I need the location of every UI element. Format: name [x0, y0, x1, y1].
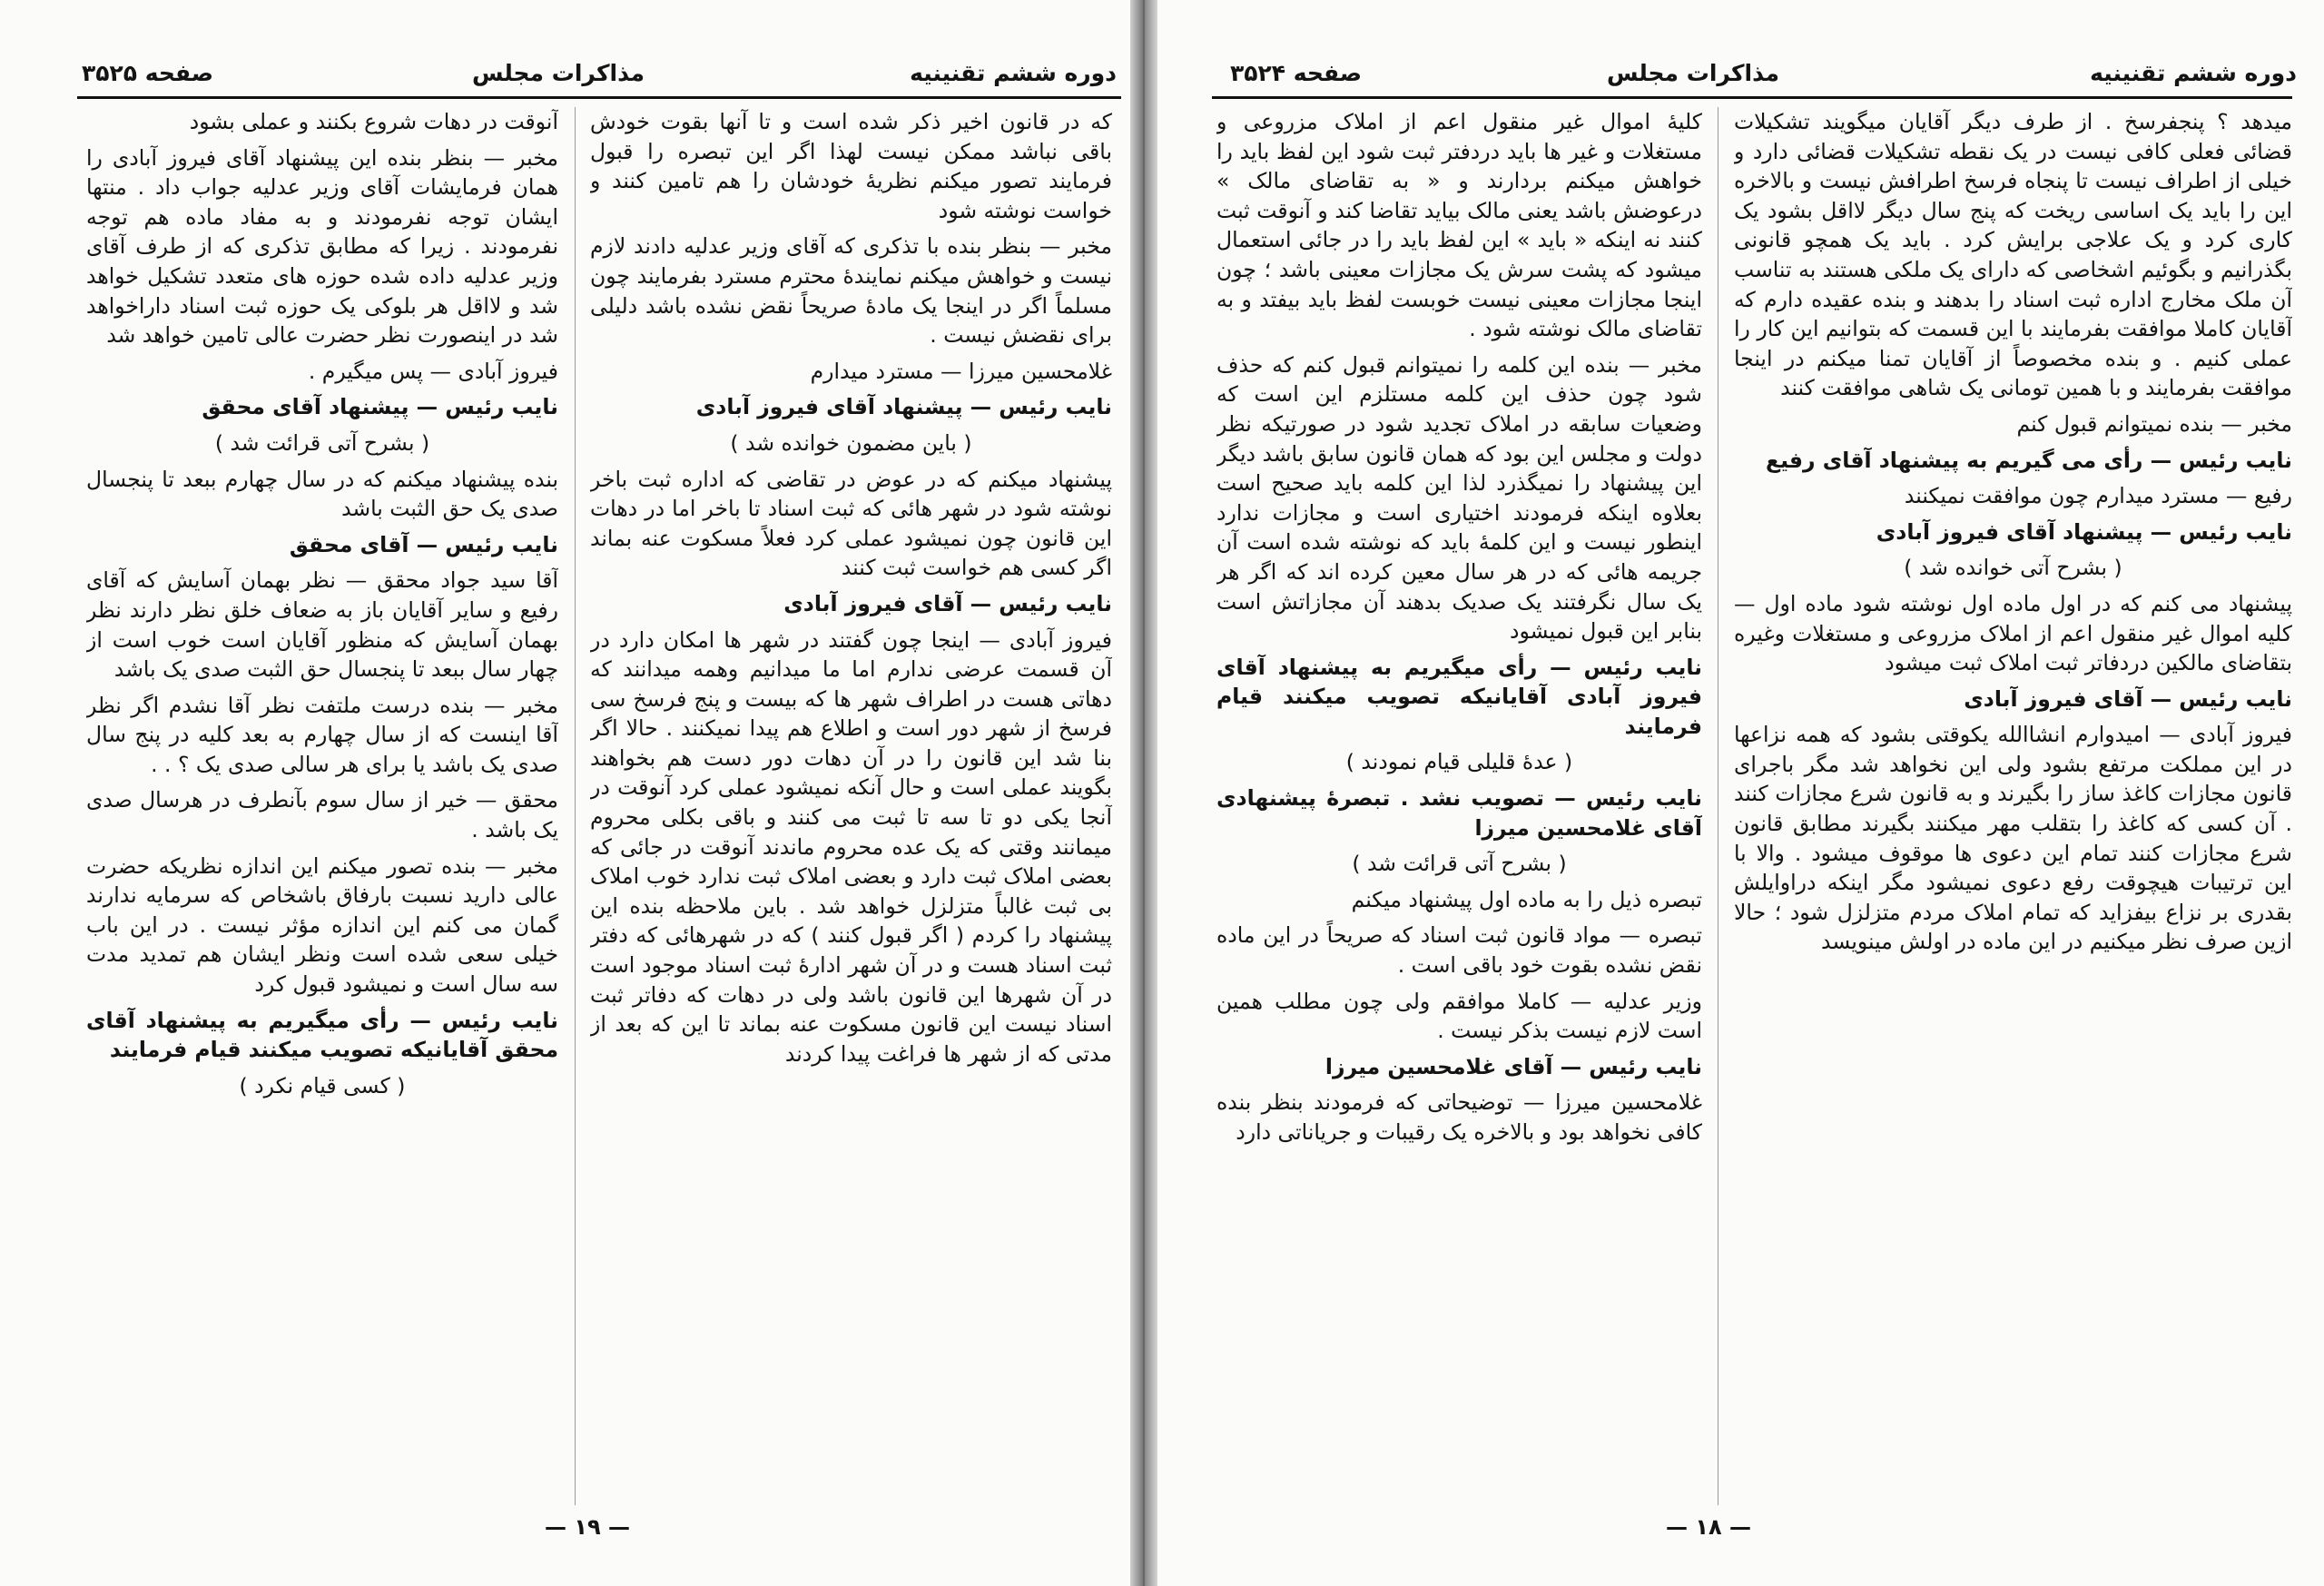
paragraph: ( بشرح آتی قرائت شد ) — [214, 429, 430, 456]
paragraph: مخبر — بنده این کلمه را نمیتوانم قبول کنم که حذف شود چون حذف این کلمه مستلزم این است که وضعیات سابقه در املاک تجدید شود در صورتیکه نظر دولت و مجلس این بود که همان قانون سابق باشد دیگر این پیشنهاد را نمیگذرد لذا این کلمه باید صحیح است بعلاوه اینکه فرمودند اختیاری است و مجازات ندارد اینطور نیست و این کلمهٔ باید که نوشته شده است آن جریمه هائی که در هر سال معین کرده اند که اگر هر یک سال نگرفتند یک صدیک بدهند آن مجازاتش است بنابر این قبول نمیشود — [1216, 351, 1702, 645]
left-page-column-divider — [575, 107, 576, 1505]
paragraph: ( باین مضمون خوانده شد ) — [730, 429, 972, 456]
left-page-left-column — [86, 107, 558, 1510]
right-page-folio: — ۱۸ — — [1666, 1514, 1752, 1540]
paragraph: آنوقت در دهات شروع بکنند و عملی بشود — [189, 109, 558, 134]
paragraph: فیروز آبادی — اینجا چون گفتند در شهر ها امکان دارد در آن قسمت عرضی ندارم اما ما میدانیم وهمه میدانند که دهاتی هست در اطراف شهر ها که بیست و پنج فرسخ سی فرسخ از شهر دور است و اطلاع هم پیدا نمیکنند . حالا اگر بنا شد این قانون را در آن دهات دور دست هم بخواهند بگویند عملی است و حال آنکه نمیشود عملی کرد آنوقت در آنجا یکی دو تا سه تا ثبت می کنند و باقی بکلی محروم میمانند وقتی که یک عده محروم ماندند آنوقت در جائی که بعضی املاک ثبت دارد و بعضی املاک ثبت ندارد خوب املاک بی ثبت غالباً متزلزل خواهد شد . باین ملاحظه بنده این پیشنهاد را کردم ( اگر قبول کنند ) که در شهرهائی که دفتر ثبت اسناد هست و در آن شهر ادارهٔ ثبت اسناد موجود است در آن شهرها این قانون باشد ولی در دهات که دفاتر ثبت اسناد نیست این قانون مسکوت عنه بماند تا این که بعد از مدتی که از شهر ها فراغت پیدا کردند — [590, 626, 1112, 1067]
right-page-header — [1212, 54, 2297, 96]
paragraph: نایب رئیس — آقای فیروز آبادی — [1964, 685, 2292, 712]
paragraph: نایب رئیس — آقای محقق — [289, 531, 558, 557]
book-gutter — [1130, 0, 1157, 1586]
paragraph: تبصره ذیل را به ماده اول پیشنهاد میکنم — [1351, 886, 1702, 912]
left-page-header — [27, 54, 1117, 96]
paragraph: که در قانون اخیر ذکر شده است و تا آنها بقوت خودش باقی نباشد ممکن نیست لهذا اگر این تبصره را قبول فرمایند تصور میکنم نظریهٔ خودشان را هم تامین کنند و خواست نوشته شود — [590, 109, 1112, 223]
paragraph: مخبر — بنده تصور میکنم این اندازه نظریکه حضرت عالی دارید نسبت بارفاق باشخاص که سرمایه ندارند گمان می کنم این اندازه مؤثر نیست . در این باب خیلی سعی شده است ونظر ایشان هم تمدید مدت سه سال است و نمیشود قبول کرد — [86, 852, 558, 998]
paragraph: مخبر — بنده درست ملتفت نظر آقا نشدم اگر نظر آقا اینست که از سال چهارم به بعد کلیه در پنج سال صدی یک باشد یا برای هر سالی صدی یک ؟ . . — [86, 692, 558, 777]
right-header-rule — [1212, 96, 2292, 99]
paragraph: محقق — خیر از سال سوم بآنطرف در هرسال صدی یک باشد . — [86, 787, 558, 843]
left-page — [0, 0, 1139, 1586]
left-header-title: مذاکرات مجلس — [471, 60, 645, 86]
paragraph: مخبر — بنظر بنده با تذکری که آقای وزیر عدلیه دادند لازم نیست و خواهش میکنم نمایندهٔ محترم مسترد بفرمایند چون مسلماً اگر در اینجا یک مادهٔ صریحاً نقض نشده باشد دلیلی برای نقضش نیست . — [590, 233, 1112, 349]
paragraph: نایب رئیس — پیشنهاد آقای محقق — [202, 394, 558, 420]
paragraph: نایب رئیس — رأی میگیریم به پیشنهاد آقای محقق آقایانیکه تصویب میکنند قیام فرمایند — [86, 1007, 558, 1063]
paragraph: تبصره — مواد قانون ثبت اسناد که صریحاً در این ماده نقض نشده بقوت خود باقی است . — [1216, 922, 1702, 979]
paragraph: فیروز آبادی — امیدوارم انشاالله یکوقتی بشود که همه نزاعها در این مملکت مرتفع بشود ولی این نخواهد شد مگر باجرای قانون مجازات کاغذ ساز را بگیرند و به قانون شرع مجازات کنند . آن کسی که کاغذ را بتقلب مهر میکنند بگیرند مطابق قانون شرع مجازات کنند تمام این دعوی ها موقوف میشود . والا با این ترتیبات هیچوقت رفع دعوی نمیشود مگر اینکه دراوایلش بقدری بر نزاع بیفزاید که تمام املاک مردم متزلزل شود ؛ حالا ازین صرف نظر میکنیم در این ماده در اولش مینویسد — [1734, 722, 2292, 955]
paragraph: غلامحسین میرزا — توضیحاتی که فرمودند بنظر بنده کافی نخواهد بود و بالاخره یک رقیبات و جریاناتی دارد — [1216, 1089, 1702, 1145]
right-page-right-column — [1734, 107, 2292, 1510]
paragraph: ( بشرح آتی قرائت شد ) — [1352, 851, 1567, 877]
paragraph: غلامحسین میرزا — مسترد میدارم — [810, 358, 1112, 384]
paragraph: نایب رئیس — پیشنهاد آقای فیروز آبادی — [695, 394, 1112, 420]
paragraph: نایب رئیس — رأی میگیریم به پیشنهاد آقای فیروز آبادی آقایانیکه تصویب میکنند قیام فرمایند — [1216, 654, 1702, 739]
paragraph: نایب رئیس — آقای غلامحسین میرزا — [1324, 1053, 1702, 1079]
paragraph: پیشنهاد می کنم که در اول ماده اول نوشته شود ماده اول — کلیه اموال غیر منقول اعم از املاک مزروعی و مستغلات وغیره بتقاضای مالکین دردفاتر ثبت املاک ثبت میشود — [1734, 590, 2292, 676]
paragraph: آقا سید جواد محقق — نظر بهمان آسایش که آقای رفیع و سایر آقایان باز به ضعاف خلق نظر دارند نظر بهمان آسایش که منظور آقایان است خوب است از چهار سال ببعد تا پنجسال حق الثبت صدی یک باشد — [86, 567, 558, 683]
paragraph: ( عدهٔ قلیلی قیام نمودند ) — [1345, 749, 1573, 775]
paragraph: ( کسی قیام نکرد ) — [239, 1072, 406, 1098]
paragraph: فیروز آبادی — پس میگیرم . — [308, 358, 558, 384]
paragraph: بنده پیشنهاد میکنم که در سال چهارم ببعد تا پنجسال صدی یک حق الثبت باشد — [86, 466, 558, 522]
paragraph: پیشنهاد میکنم که در عوض در تقاضی که اداره ثبت باخر نوشته شود در شهر هائی که ثبت اسناد تا باخر اما در دهات این قانون چون نمیشود عملی کرد فعلاً مسکوت عنه بماند اگر کسی هم خواست ثبت کنند — [590, 466, 1112, 581]
left-page-folio: — ۱۹ — — [545, 1514, 631, 1540]
left-header-rule — [77, 96, 1121, 99]
paragraph: نایب رئیس — تصویب نشد . تبصرهٔ پیشنهادی آقای غلامحسین میرزا — [1216, 785, 1702, 841]
paragraph: ( بشرح آتی خوانده شد ) — [1904, 555, 2122, 581]
right-page-left-column — [1216, 107, 1702, 1510]
paragraph: نایب رئیس — پیشنهاد آقای فیروز آبادی — [1876, 518, 2292, 545]
left-header-page-number: صفحه ۳۵۲۵ — [82, 60, 214, 86]
paragraph: میدهد ؟ پنجفرسخ . از طرف دیگر آقایان میگویند تشکیلات قضائی فعلی کافی نیست در یک نقطه تشکیلات قضائی دارد و خیلی از اطراف نیست تا پنجاه فرسخ اطرافش نیست و بالاخره این را باید یک اساسی ریخت که پنج سال دیگر لااقل بشود یک کاری کرد و یک علاجی برایش کرد . باید یک همچو قانونی بگذرانیم و بگوئیم اشخاصی که دارای یک ملکی هستند به تناسب آن ملک مخارج اداره ثبت اسناد را بدهند و بنده عقیده دارم که آقایان کاملا موافقت بفرمایند با این قسمت که بتوانیم این کار را عملی کنیم . و بنده مخصوصاً از آقایان تمنا میکنم در اینجا موافقت بفرمایند و با همین تومانی یک شاهی موافقت کنند — [1734, 109, 2292, 401]
left-page-right-column — [590, 107, 1112, 1510]
right-header-title: مذاکرات مجلس — [1606, 60, 1779, 86]
paragraph: نایب رئیس — رأی می گیریم به پیشنهاد آقای رفیع — [1766, 447, 2292, 473]
paragraph: مخبر — بنظر بنده این پیشنهاد آقای فیروز آبادی را همان فرمایشات آقای وزیر عدلیه جواب داد . منتها ایشان توجه نفرمودند و به مفاد ماده هم توجه نفرمودند . زیرا که مطابق تذکری که از طرف آقای وزیر عدلیه داده شده حوزه های متعدد تشکیل خواهد شد و لااقل هر بلوکی یک حوزه ثبت اسناد داراخواهد شد در اینصورت نظر حضرت عالی تامین خواهد شد — [86, 144, 558, 349]
paragraph: نایب رئیس — آقای فیروز آبادی — [783, 590, 1112, 616]
right-header-page-number: صفحه ۳۵۲۴ — [1230, 60, 1363, 86]
left-header-session: دوره ششم تقنینیه — [910, 60, 1117, 86]
paragraph: کلیهٔ اموال غیر منقول اعم از املاک مزروعی و مستغلات و غیر ها باید دردفتر ثبت شود این لفظ باید را خواهش میکنم بردارند و « به تقاضای مالک » درعوضش باشد یعنی مالک بیاید تقاضا کند و آنوقت ثبت کنند نه اینکه « باید » این لفظ باید را در جائی استعمال میشود که پشت سرش یک مجازات معینی باشد ؛ چون اینجا مجازات معینی نیست خوبست لفظ باید بیفتد و به تقاضای مالک نوشته شود . — [1216, 109, 1702, 342]
paragraph: وزیر عدلیه — کاملا موافقم ولی چون مطلب همین است لازم نیست بذکر نیست . — [1216, 988, 1702, 1044]
right-header-session: دوره ششم تقنینیه — [2090, 60, 2297, 86]
paragraph: مخبر — بنده نمیتوانم قبول کنم — [2016, 410, 2292, 437]
right-page — [1148, 0, 2324, 1586]
paragraph: رفیع — مسترد میدارم چون موافقت نمیکنند — [1904, 483, 2292, 509]
